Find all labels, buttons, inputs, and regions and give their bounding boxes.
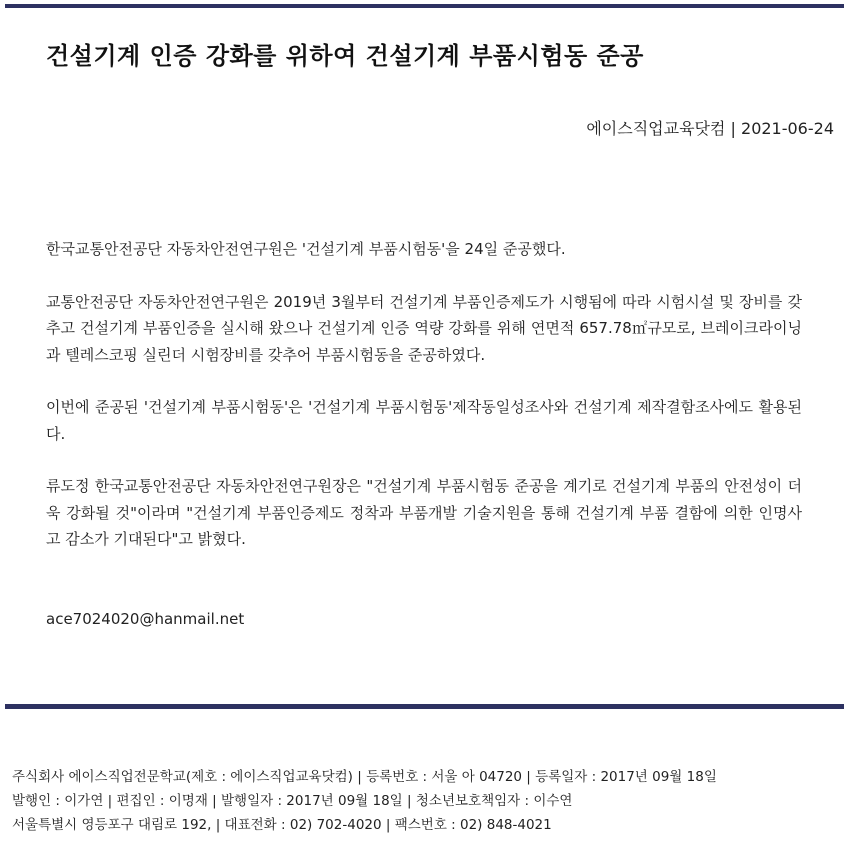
- article-paragraph: 한국교통안전공단 자동차안전연구원은 '건설기계 부품시험동'을 24일 준공했다.: [46, 240, 566, 258]
- article-byline: 에이스직업교육닷컴 | 2021-06-24: [586, 119, 834, 138]
- article-paragraph: 이번에 준공된 '건설기계 부품시험동'은 '건설기계 부품시험동'제작동일성조사와 건설기계 제작결함조사에도 활용된다.: [46, 398, 802, 443]
- article-title: 건설기계 인증 강화를 위하여 건설기계 부품시험동 준공: [46, 42, 644, 70]
- article-paragraph: 교통안전공단 자동차안전연구원은 2019년 3월부터 건설기계 부품인증제도가 시행됨에 따라 시험시설 및 장비를 갖추고 건설기계 부품인증을 실시해 왔으나 건설기계 인증 역량 강화를 위해 연면적 657.78㎡규모로, 브레이크라이닝과 텔레스코핑 실린더 시험장비를 갖추어 부품시험동을 준공하였다.: [46, 292, 802, 364]
- footer-publisher-info: 발행인 : 이가연 | 편집인 : 이명재 | 발행일자 : 2017년 09월 18일 | 청소년보호책임자 : 이수연: [12, 793, 573, 809]
- site-footer: [12, 765, 842, 837]
- article-paragraph: 류도정 한국교통안전공단 자동차안전연구원장은 "건설기계 부품시험동 준공을 계기로 건설기계 부품의 안전성이 더욱 강화될 것"이라며 "건설기계 부품인증제도 정착과 부품개발 기술지원을 통해 건설기계 부품 결함에 의한 인명사고 감소가 기대된다"고 밝혔다.: [46, 477, 802, 548]
- reporter-email: ace7024020@hanmail.net: [46, 610, 245, 628]
- bottom-divider: [5, 704, 844, 709]
- article-body: [46, 236, 802, 579]
- footer-contact-info: 서울특별시 영등포구 대림로 192, | 대표전화 : 02) 702-4020 | 팩스번호 : 02) 848-4021: [12, 817, 552, 833]
- footer-company-info: 주식회사 에이스직업전문학교(제호 : 에이스직업교육닷컴) | 등록번호 : 서울 아 04720 | 등록일자 : 2017년 09월 18일: [12, 769, 717, 785]
- top-divider: [5, 4, 844, 8]
